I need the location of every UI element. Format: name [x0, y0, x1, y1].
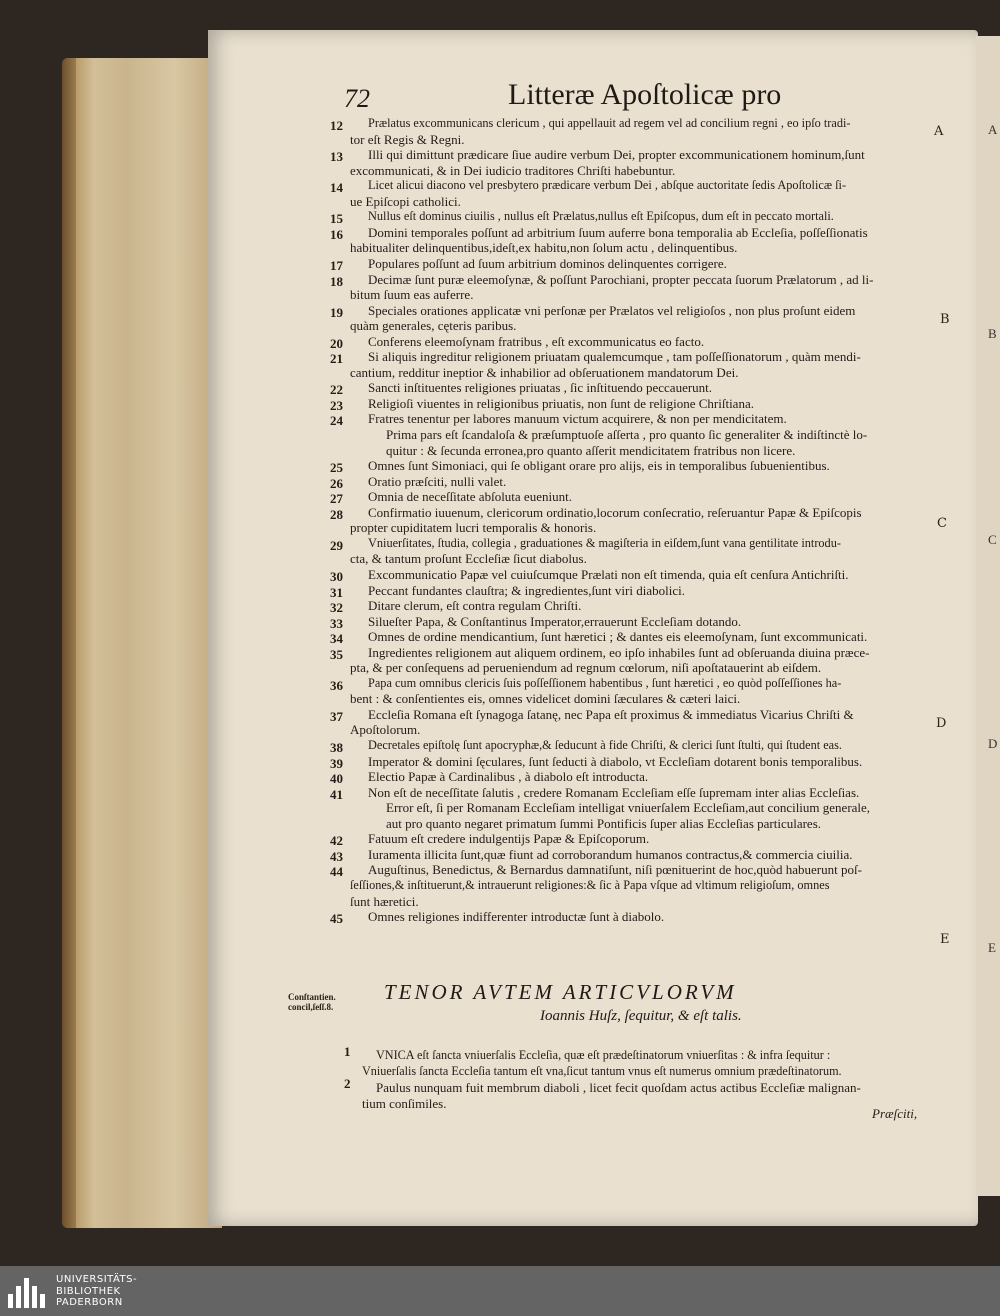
article-line: Omnes ſunt Simoniaci, qui ſe obligant orare pro alijs, eis in temporalibus ſubuenientibus. — [368, 458, 830, 474]
article-line: Religioſi viuentes in religionibus priuatis, non ſunt de religione Chriſtiana. — [368, 395, 754, 411]
section-heading: TENOR AVTEM ARTICVLORVM — [384, 980, 737, 1004]
article-line: Nullus eſt dominus ciuilis , nullus eſt Prælatus,nullus eſt Epiſcopus, dum eſt in peccato mortali. — [368, 209, 834, 224]
article-line: Non eſt de neceſſitate ſalutis , credere Romanam Eccleſiam eſſe ſupremam inter alias Eccleſias. — [368, 784, 860, 800]
article-number: 15 — [330, 211, 343, 227]
article-line: propter cupiditatem lucri temporalis & honoris. — [350, 520, 597, 536]
article-number: 28 — [330, 506, 343, 522]
article-line: quitur : & ſecunda erronea,pro quanto aſſerit mendicitatem fratribus non licere. — [386, 442, 796, 458]
article-number: 27 — [330, 491, 343, 507]
logo-line: UNIVERSITÄTS- — [56, 1274, 138, 1285]
article-number: 25 — [330, 460, 343, 476]
article-line: Iuramenta illicita ſunt,quæ fiunt ad corroborandum humanos contractus,& commercia ciuilia. — [368, 846, 853, 862]
margin-letter: B — [940, 312, 950, 327]
marginal-note-line: concil,ſeſſ.8. — [288, 1002, 334, 1012]
article-line: Vniuerſitates, ſtudia, collegia , graduationes & magiſteria in eiſdem,ſunt vana gentilitate introdu- — [368, 535, 841, 550]
article-line: Eccleſia Romana eſt ſynagoga ſatanę, nec Papa eſt proximus & immediatus Vicarius Chriſti & — [368, 706, 854, 722]
article-line: Omnes de ordine mendicantium, ſunt hæretici ; & dantes eis eleemoſynam, ſunt excommunicati. — [368, 629, 868, 645]
article-number: 33 — [330, 615, 343, 631]
article-number: 26 — [330, 475, 343, 491]
article-line: quàm generales, cęteris paribus. — [350, 318, 517, 334]
article-line: Conferens eleemoſynam fratribus , eſt excommunicatus eo facto. — [368, 333, 705, 349]
facing-margin-letter: B — [988, 326, 997, 341]
article-number: 37 — [330, 708, 343, 724]
article-number: 17 — [330, 257, 343, 273]
article-line: Si aliquis ingreditur religionem priuatam qualemcumque , tam poſſeſſionatorum , quàm mendi- — [368, 349, 861, 365]
article-line: Error eſt, ſi per Romanam Eccleſiam intelligat vniuerſalem Eccleſiam,aut concilium generale, — [386, 800, 871, 816]
article-number: 20 — [330, 335, 343, 351]
article-number: 18 — [330, 273, 343, 289]
article-number: 32 — [330, 600, 343, 616]
article-line: Decretales epiſtolę ſunt apocryphæ,& ſeducunt à fide Chriſti, & clerici ſunt ſtulti, qui ſtudent eas. — [368, 738, 842, 752]
article-line: Excommunicatio Papæ vel cuiuſcumque Prælati non eſt timenda, quia eſt cenſura Antichriſti. — [368, 566, 849, 582]
article-number: 23 — [330, 397, 343, 413]
library-logo-text — [56, 1274, 137, 1309]
article-line: bitum ſuum eas auferre. — [350, 287, 474, 303]
article-line: bent : & conſentientes eis, omnes videlicet domini ſæculares & cæteri laici. — [350, 691, 741, 707]
facing-margin-letter: D — [988, 736, 998, 751]
article-line: Oratio præſciti, nulli valet. — [368, 473, 507, 489]
article-line: cantium, redditur ineptior & inhabilior ad obſeruationem mandatorum Dei. — [350, 364, 739, 380]
article-line: Confirmatio iuuenum, clericorum ordinatio,locorum conſecratio, reſeruantur Papæ & Epiſcopis — [368, 504, 862, 520]
library-footer — [0, 1266, 1000, 1316]
article-line: Auguſtinus, Benedictus, & Bernardus damnatiſunt, niſi pœnituerint de hoc,quòd habuerunt poſ- — [368, 862, 862, 878]
article-number: 36 — [330, 677, 343, 693]
article-line: ſeſſiones,& inſtituerunt,& intrauerunt religiones:& ſic à Papa vſque ad vltimum religioſum, omnes — [350, 877, 830, 892]
article-line: aut pro quanto negaret primatum ſummi Pontificis ſuper alias Eccleſias particulares. — [386, 815, 822, 831]
marginal-note — [288, 992, 336, 1012]
logo-line: BIBLIOTHEK — [56, 1285, 121, 1297]
article-number: 45 — [330, 911, 343, 927]
article-line: Prima pars eſt ſcandaloſa & præſumptuoſe aſſerta , pro quanto ſic generaliter & indiſtinctè lo- — [386, 427, 868, 442]
article-line: VNICA eſt ſancta vniuerſalis Eccleſia, quæ eſt prædeſtinatorum vniuerſitas : & infra ſequitur : — [376, 1048, 831, 1062]
page-number: 72 — [344, 84, 370, 113]
section-subheading: Ioannis Huſz, ſequitur, & eſt talis. — [540, 1008, 742, 1024]
article-number: 2 — [344, 1076, 351, 1091]
facing-margin-letter: A — [988, 122, 998, 137]
article-number: 13 — [330, 149, 343, 165]
article-line: tor eſt Regis & Regni. — [350, 131, 465, 147]
article-number: 38 — [330, 740, 343, 755]
article-line: Imperator & domini ſęculares, ſunt ſeducti à diabolo, vt Eccleſiam dotarent bonis temporalibus. — [368, 753, 863, 769]
article-number: 12 — [330, 118, 343, 133]
article-line: Omnes religiones indifferenter introductæ ſunt à diabolo. — [368, 909, 665, 925]
article-number: 19 — [330, 304, 343, 320]
article-line: Fatuum eſt credere indulgentijs Papæ & Epiſcoporum. — [368, 831, 650, 847]
article-line: Papa cum omnibus clericis ſuis poſſeſſionem habentibus , ſunt hæretici , eo quòd poſſeſſiones ha- — [368, 675, 842, 690]
margin-letter: D — [936, 716, 947, 731]
margin-letter: A — [934, 124, 944, 139]
article-line: Vniuerſalis ſancta Eccleſia tantum eſt vna,ſicut tantum vnus eſt numerus omnium prædeſtinatorum. — [362, 1064, 842, 1078]
article-line: Decimæ ſunt puræ eleemoſynæ, & poſſunt Parochiani, propter peccata ſuorum Prælatorum , ad li- — [368, 271, 874, 287]
article-line: Prælatus excommunicans clericum , qui appellauit ad regem vel ad concilium regni , eo ipſo tradi- — [368, 116, 851, 130]
article-number: 21 — [330, 351, 343, 367]
article-line: Apoſtolorum. — [350, 722, 421, 738]
marginal-note-line: Conſtantien. — [288, 992, 336, 1002]
article-line: excommunicati, & in Dei iudicio traditores Chriſti habebuntur. — [350, 162, 676, 178]
article-line: cta, & tantum proſunt Eccleſiæ ſicut diabolus. — [350, 551, 587, 567]
library-logo-icon — [8, 1274, 48, 1308]
article-number: 42 — [330, 833, 343, 849]
article-number: 44 — [330, 864, 343, 880]
article-line: Silueſter Papa, & Conſtantinus Imperator,errauerunt Eccleſiam dotando. — [368, 613, 742, 629]
margin-letter: E — [940, 932, 950, 947]
article-number: 29 — [330, 537, 343, 553]
article-line: tium conſimiles. — [362, 1096, 447, 1111]
article-number: 16 — [330, 226, 343, 242]
article-line: Ditare clerum, eſt contra regulam Chriſti. — [368, 598, 582, 614]
article-number: 40 — [330, 771, 343, 787]
article-number: 22 — [330, 382, 343, 398]
article-line: Illi qui dimittunt prædicare ſiue audire verbum Dei, propter excommunicationem hominum,ſunt — [368, 147, 865, 163]
article-line: Ingredientes religionem aut aliquem ordinem, eo ipſo inhabiles ſunt ad obſeruanda diuina præce- — [368, 644, 870, 660]
article-line: Licet alicui diacono vel presbytero prædicare verbum Dei , abſque auctoritate ſedis Apoſtolicæ ſi- — [368, 178, 847, 193]
article-line: Fratres tenentur per labores manuum victum acquirere, & non per mendicitatem. — [368, 411, 787, 427]
article-number: 1 — [344, 1044, 351, 1059]
article-line: Populares poſſunt ad ſuum arbitrium dominos delinquentes corrigere. — [368, 255, 727, 271]
article-number: 41 — [330, 786, 343, 802]
article-number: 34 — [330, 631, 343, 647]
article-line: habitualiter delinquentibus,ideſt,ex habitu,non ſolum actu , delinquentibus. — [350, 240, 738, 256]
article-number: 43 — [330, 848, 343, 864]
article-number: 30 — [330, 568, 343, 584]
article-line: Domini temporales poſſunt ad arbitrium ſuum auferre bona temporalia ab Eccleſia, poſſeſſionatis — [368, 224, 868, 240]
article-number: 39 — [330, 755, 343, 771]
article-line: Paulus nunquam fuit membrum diaboli , licet fecit quoſdam actus actibus Eccleſiæ malignan- — [376, 1080, 861, 1095]
article-line: Omnia de neceſſitate abſoluta eueniunt. — [368, 489, 572, 505]
article-line: Electio Papæ à Cardinalibus , à diabolo eſt introducta. — [368, 769, 649, 785]
article-line: ue Epiſcopi catholici. — [350, 193, 461, 209]
article-number: 35 — [330, 646, 343, 662]
facing-margin-letter: E — [988, 940, 996, 955]
article-number: 24 — [330, 413, 343, 429]
logo-line: PADERBORN — [56, 1297, 123, 1308]
catchword: Præſciti, — [872, 1106, 918, 1121]
article-line: Peccant fundantes clauſtra; & ingredientes,ſunt viri diabolici. — [368, 582, 685, 598]
facing-margin-letter: C — [988, 532, 997, 547]
article-number: 31 — [330, 584, 343, 600]
article-line: ſunt hæretici. — [350, 893, 419, 909]
article-line: pta, & per conſequens ad perueniendum ad regnum cœlorum, niſi apoſtatauerint ab eiſdem. — [350, 660, 822, 676]
article-line: Speciales orationes applicatæ vni perſonæ per Prælatos vel religioſos , non plus proſunt eidem — [368, 302, 856, 318]
article-number: 14 — [330, 180, 343, 196]
margin-letter: C — [937, 516, 947, 531]
running-head: Litteræ Apoſtolicæ pro — [508, 78, 782, 111]
article-line: Sancti inſtituentes religiones priuatas , ſic inſtituendo peccauerunt. — [368, 380, 713, 396]
